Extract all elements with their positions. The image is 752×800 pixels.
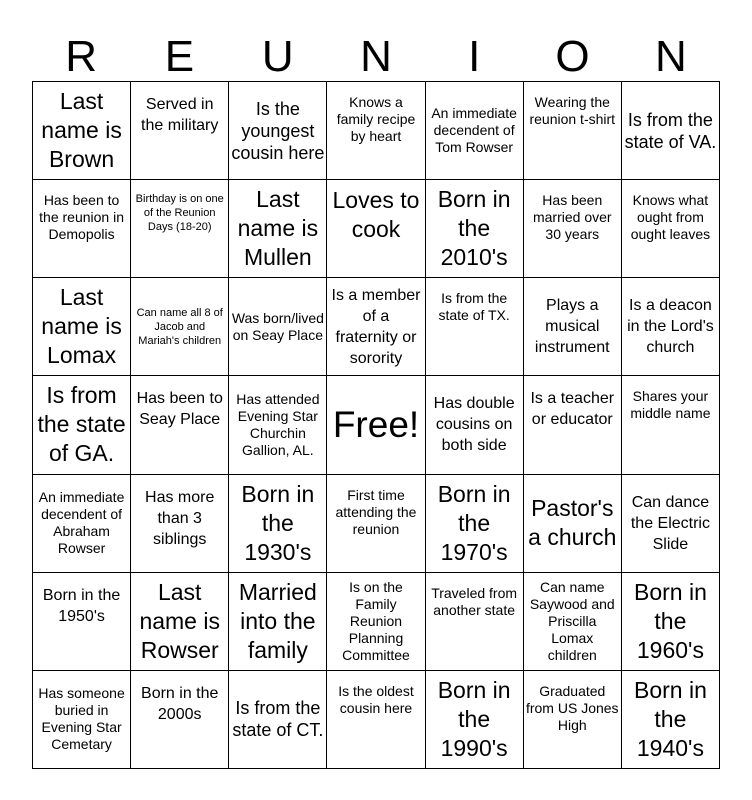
cell-text: Can name all 8 of Jacob and Mariah's children bbox=[136, 306, 223, 347]
cell-text: Was born/lived on Seay Place bbox=[231, 309, 324, 343]
cell-text: Has someone buried in Evening Star Cemetary bbox=[38, 685, 125, 753]
bingo-cell[interactable] bbox=[426, 671, 524, 769]
cell-text: Is the oldest cousin here bbox=[338, 682, 414, 716]
cell-text: Born in the 2000s bbox=[141, 684, 219, 723]
bingo-cell[interactable] bbox=[524, 180, 622, 278]
bingo-cell[interactable] bbox=[33, 671, 131, 769]
bingo-cell[interactable] bbox=[426, 180, 524, 278]
cell-text: Is a member of a fraternity or sorority bbox=[331, 286, 421, 367]
cell-text: Is from the state of CT. bbox=[232, 698, 324, 741]
bingo-cell[interactable] bbox=[524, 671, 622, 769]
cell-text: Has been married over 30 years bbox=[532, 192, 612, 243]
cell-text: Is a teacher or educator bbox=[530, 390, 615, 429]
bingo-cell[interactable] bbox=[524, 82, 622, 180]
cell-text: Is a deacon in the Lord's church bbox=[627, 297, 714, 357]
bingo-cell[interactable] bbox=[426, 573, 524, 671]
bingo-cell[interactable] bbox=[327, 573, 425, 671]
bingo-cell[interactable] bbox=[229, 180, 327, 278]
cell-text: Shares your middle name bbox=[630, 388, 711, 422]
bingo-cell[interactable] bbox=[622, 573, 720, 671]
bingo-cell[interactable] bbox=[131, 475, 229, 573]
bingo-cell[interactable] bbox=[131, 180, 229, 278]
cell-text: Traveled from another state bbox=[431, 584, 518, 618]
bingo-cell[interactable] bbox=[327, 180, 425, 278]
cell-text: Pastor's a church bbox=[528, 495, 617, 551]
cell-text: Has been to the reunion in Demopolis bbox=[39, 192, 124, 243]
bingo-cell[interactable] bbox=[622, 278, 720, 376]
cell-text: Has double cousins on both side bbox=[433, 395, 515, 455]
cell-text: Born in the 2010's bbox=[437, 186, 511, 271]
bingo-cell[interactable] bbox=[229, 278, 327, 376]
bingo-cell[interactable] bbox=[327, 278, 425, 376]
bingo-cell[interactable] bbox=[229, 671, 327, 769]
bingo-cell[interactable] bbox=[33, 573, 131, 671]
cell-text: Can dance the Electric Slide bbox=[630, 493, 710, 553]
bingo-cell[interactable] bbox=[33, 82, 131, 180]
header-letter-n2: N bbox=[654, 32, 687, 81]
cell-text: Is from the state of GA. bbox=[37, 382, 126, 467]
cell-text: Wearing the reunion t-shirt bbox=[529, 94, 616, 127]
cell-text: Born in the 1960's bbox=[633, 578, 707, 663]
bingo-header bbox=[32, 32, 720, 82]
cell-text: Last name is Brown bbox=[41, 88, 122, 173]
cell-text: Knows what ought from ought leaves bbox=[630, 192, 711, 243]
bingo-grid bbox=[32, 81, 720, 769]
bingo-cell[interactable] bbox=[622, 82, 720, 180]
cell-text: Graduated from US Jones High bbox=[525, 682, 619, 733]
bingo-cell[interactable] bbox=[229, 573, 327, 671]
cell-text: Born in the 1930's bbox=[241, 480, 315, 565]
cell-text: Plays a musical instrument bbox=[534, 297, 610, 357]
bingo-cell[interactable] bbox=[131, 376, 229, 474]
bingo-cell[interactable] bbox=[524, 376, 622, 474]
cell-text: Has attended Evening Star Churchin Gallion, AL. bbox=[236, 390, 320, 458]
bingo-cell[interactable] bbox=[426, 376, 524, 474]
bingo-cell[interactable] bbox=[229, 475, 327, 573]
bingo-cell[interactable] bbox=[327, 671, 425, 769]
cell-text: Has more than 3 siblings bbox=[145, 488, 215, 548]
cell-text: An immediate decendent of Tom Rowser bbox=[431, 105, 517, 156]
free-space-cell[interactable] bbox=[327, 376, 425, 474]
bingo-cell[interactable] bbox=[622, 671, 720, 769]
cell-text: Last name is Mullen bbox=[237, 186, 319, 271]
bingo-cell[interactable] bbox=[327, 82, 425, 180]
cell-text: Is from the state of TX. bbox=[438, 290, 510, 324]
bingo-cell[interactable] bbox=[131, 573, 229, 671]
cell-text: Born in the 1950's bbox=[42, 586, 121, 625]
bingo-cell[interactable] bbox=[33, 180, 131, 278]
cell-text: Has been to Seay Place bbox=[136, 390, 223, 429]
bingo-cell[interactable] bbox=[622, 180, 720, 278]
bingo-cell[interactable] bbox=[622, 376, 720, 474]
bingo-cell[interactable] bbox=[524, 475, 622, 573]
header-letter-u: U bbox=[261, 32, 294, 81]
bingo-cell[interactable] bbox=[327, 475, 425, 573]
bingo-cell[interactable] bbox=[229, 82, 327, 180]
cell-text: Married into the family bbox=[238, 578, 317, 663]
cell-text: First time attending the reunion bbox=[335, 486, 417, 537]
cell-text: Born in the 1940's bbox=[633, 676, 707, 761]
bingo-cell[interactable] bbox=[426, 278, 524, 376]
cell-text: Can name Saywood and Priscilla Lomax children bbox=[529, 578, 615, 663]
bingo-cell[interactable] bbox=[33, 278, 131, 376]
header-letter-r: R bbox=[65, 32, 98, 81]
cell-text: Last name is Lomax bbox=[41, 284, 122, 369]
bingo-cell[interactable] bbox=[131, 82, 229, 180]
header-letter-n: N bbox=[360, 32, 392, 81]
bingo-cell[interactable] bbox=[33, 376, 131, 474]
bingo-cell[interactable] bbox=[33, 475, 131, 573]
cell-text: An immediate decendent of Abraham Rowser bbox=[38, 489, 125, 557]
cell-text: Is the youngest cousin here bbox=[231, 98, 325, 163]
bingo-cell[interactable] bbox=[524, 278, 622, 376]
free-space-text: Free! bbox=[332, 403, 420, 445]
cell-text: Is on the Family Reunion Planning Committee bbox=[342, 578, 410, 663]
cell-text: Birthday is on one of the Reunion Days (18-20) bbox=[135, 193, 224, 234]
cell-text: Knows a family recipe by heart bbox=[336, 94, 416, 144]
bingo-cell[interactable] bbox=[229, 376, 327, 474]
bingo-cell[interactable] bbox=[131, 671, 229, 769]
header-letter-e: E bbox=[164, 32, 195, 81]
header-letter-i: I bbox=[468, 32, 481, 81]
cell-text: Born in the 1990's bbox=[437, 676, 511, 761]
bingo-cell[interactable] bbox=[131, 278, 229, 376]
header-letter-o: O bbox=[555, 32, 590, 81]
bingo-cell[interactable] bbox=[622, 475, 720, 573]
bingo-cell[interactable] bbox=[524, 573, 622, 671]
bingo-cell[interactable] bbox=[426, 82, 524, 180]
cell-text: Last name is Rowser bbox=[139, 578, 220, 663]
cell-text: Served in the military bbox=[141, 96, 219, 134]
cell-text: Loves to cook bbox=[332, 187, 420, 243]
cell-text: Is from the state of VA. bbox=[624, 109, 717, 152]
bingo-cell[interactable] bbox=[426, 475, 524, 573]
cell-text: Born in the 1970's bbox=[437, 480, 511, 565]
